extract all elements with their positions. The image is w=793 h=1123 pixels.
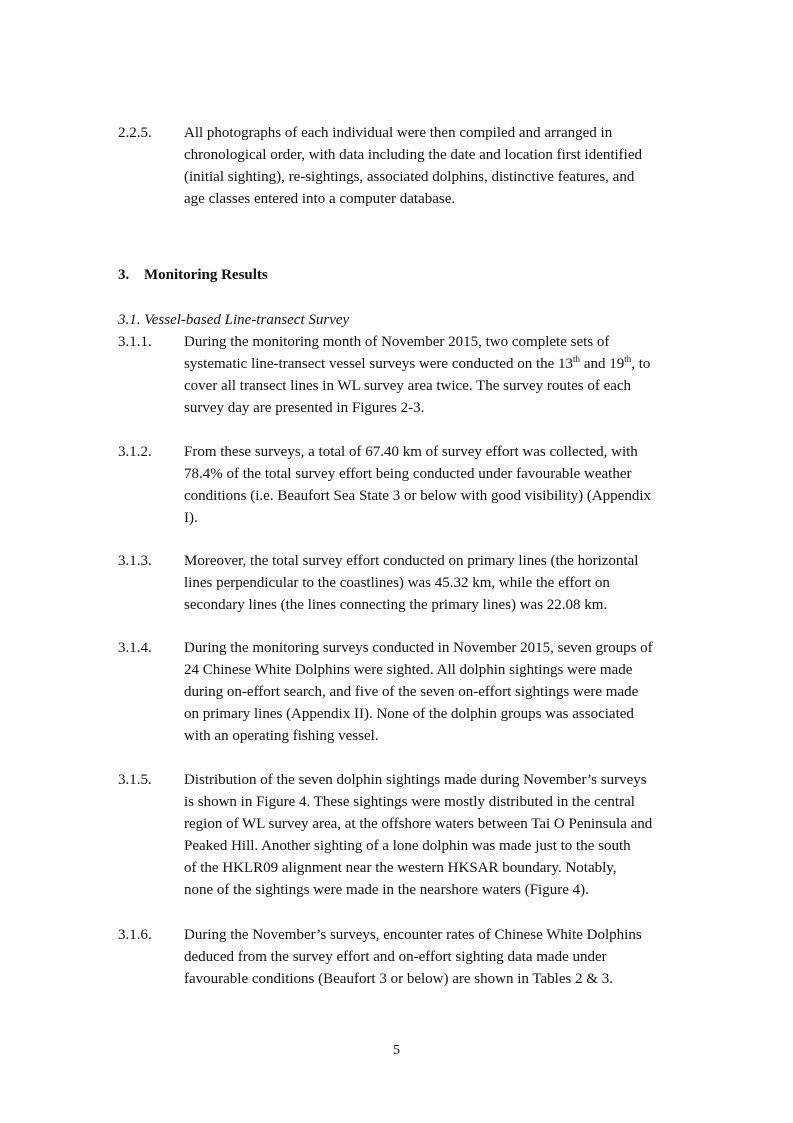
line-text: , to [631, 356, 651, 372]
paragraph-line: During the November’s surveys, encounter rates of Chinese White Dolphins [184, 927, 642, 943]
subsection-heading: 3.1. Vessel-based Line-transect Survey [118, 312, 350, 328]
paragraph-line: lines perpendicular to the coastlines) was 45.32 km, while the effort on [184, 575, 610, 591]
paragraph-line: is shown in Figure 4. These sightings were mostly distributed in the central [184, 794, 635, 810]
paragraph-line: cover all transect lines in WL survey area twice. The survey routes of each [184, 378, 632, 394]
paragraph-number: 2.2.5. [118, 125, 152, 141]
line-text: systematic line-transect vessel surveys were conducted on the 13 [184, 356, 574, 372]
paragraph-line: I). [184, 510, 198, 526]
paragraph-3-1-6 [118, 924, 688, 990]
paragraph-line: none of the sightings were made in the nearshore waters (Figure 4). [184, 882, 589, 898]
paragraph-number: 3.1.5. [118, 772, 152, 788]
paragraph-line: (initial sighting), re-sightings, associated dolphins, distinctive features, and [184, 169, 635, 185]
paragraph-number: 3.1.1. [118, 334, 152, 350]
paragraph-line: during on-effort search, and five of the seven on-effort sightings were made [184, 684, 639, 700]
paragraph-line: Peaked Hill. Another sighting of a lone dolphin was made just to the south [184, 838, 631, 854]
paragraph-2-2-5 [118, 122, 688, 210]
paragraph-3-1-1 [118, 331, 688, 419]
paragraph-line: chronological order, with data including the date and location first identified [184, 147, 643, 163]
paragraph-line: From these surveys, a total of 67.40 km of survey effort was collected, with [184, 444, 638, 460]
paragraph-line: favourable conditions (Beaufort 3 or below) are shown in Tables 2 & 3. [184, 971, 613, 987]
paragraph-line: survey day are presented in Figures 2-3. [184, 400, 425, 416]
section-heading-number: 3. [118, 267, 130, 283]
section-heading [118, 264, 268, 286]
paragraph-line: During the monitoring month of November 2015, two complete sets of [184, 334, 610, 350]
paragraph-line: Moreover, the total survey effort conducted on primary lines (the horizontal [184, 553, 639, 569]
superscript: th [573, 354, 581, 364]
paragraph-3-1-3 [118, 550, 688, 616]
paragraph-line: 24 Chinese White Dolphins were sighted. All dolphin sightings were made [184, 662, 633, 678]
paragraph-line: on primary lines (Appendix II). None of the dolphin groups was associated [184, 706, 634, 722]
paragraph-line: conditions (i.e. Beaufort Sea State 3 or below with good visibility) (Appendix [184, 488, 652, 504]
paragraph-line: age classes entered into a computer database. [184, 191, 456, 207]
paragraph-number: 3.1.6. [118, 927, 152, 943]
paragraph-number: 3.1.3. [118, 553, 152, 569]
paragraph-line: deduced from the survey effort and on-effort sighting data made under [184, 949, 607, 965]
paragraph-line [184, 353, 688, 375]
page-number: 5 [393, 1043, 400, 1058]
paragraph-line: region of WL survey area, at the offshore waters between Tai O Peninsula and [184, 816, 653, 832]
paragraph-3-1-2 [118, 441, 688, 529]
paragraph-line: with an operating fishing vessel. [184, 728, 379, 744]
line-text: and 19 [580, 356, 625, 372]
paragraph-line: of the HKLR09 alignment near the western HKSAR boundary. Notably, [184, 860, 617, 876]
paragraph-line: 78.4% of the total survey effort being conducted under favourable weather [184, 466, 632, 482]
paragraph-line: During the monitoring surveys conducted in November 2015, seven groups of [184, 640, 653, 656]
paragraph-number: 3.1.4. [118, 640, 152, 656]
superscript: th [624, 354, 632, 364]
paragraph-3-1-4 [118, 637, 688, 747]
paragraph-line: secondary lines (the lines connecting the primary lines) was 22.08 km. [184, 597, 608, 613]
paragraph-number: 3.1.2. [118, 444, 152, 460]
paragraph-line: Distribution of the seven dolphin sightings made during November’s surveys [184, 772, 647, 788]
paragraph-3-1-5 [118, 769, 688, 901]
paragraph-line: All photographs of each individual were then compiled and arranged in [184, 125, 613, 141]
section-heading-title: Monitoring Results [144, 267, 268, 283]
